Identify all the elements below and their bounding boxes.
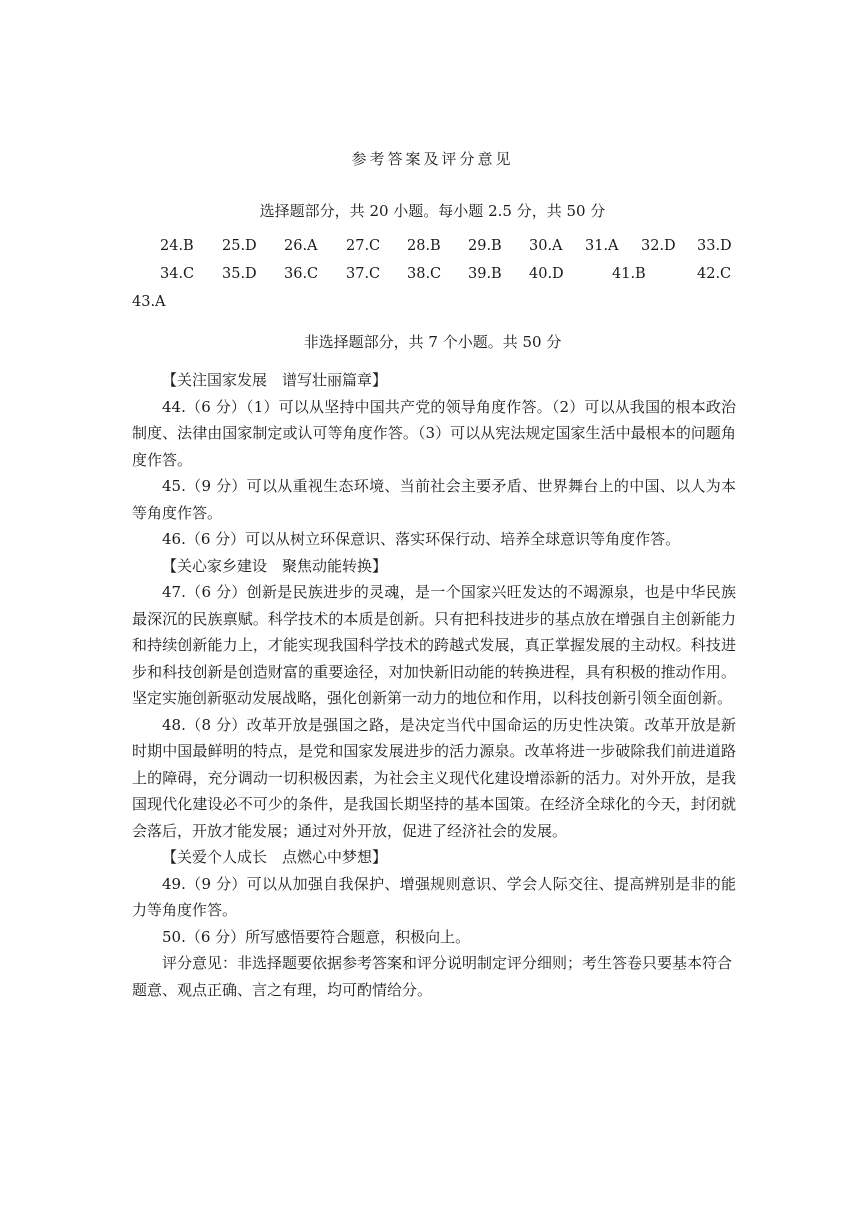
scoring-note-continued: 题意、观点正确、言之有理，均可酌情给分。 — [132, 980, 433, 999]
answer-paragraph: 50.（6 分）所写感悟要符合题意，积极向上。 — [162, 927, 471, 946]
answer-item: 39.B — [468, 266, 502, 282]
theme-heading: 【关心家乡建设 聚焦动能转换】 — [162, 556, 388, 575]
nonchoice-answers — [132, 367, 736, 1003]
answer-item: 27.C — [346, 238, 381, 254]
answer-item: 28.B — [407, 238, 441, 254]
answer-item: 34.C — [160, 266, 195, 282]
answer-item: 41.B — [612, 266, 646, 282]
theme-heading: 【关爱个人成长 点燃心中梦想】 — [162, 848, 388, 866]
answer-paragraph: 44.（6 分）（1）可以从坚持中国共产党的领导角度作答。（2）可以从我国的根本政治制度、法律由国家制定或认可等角度作答。（3）可以从宪法规定国家生活中最根本的问题角度作答。 — [132, 397, 736, 469]
answer-item: 35.D — [222, 266, 257, 282]
theme-heading: 【关注国家发展 谱写壮丽篇章】 — [162, 371, 388, 389]
answer-item: 37.C — [346, 266, 381, 282]
answer-paragraph: 46.（6 分）可以从树立环保意识、落实环保行动、培养全球意识等角度作答。 — [162, 530, 681, 548]
answer-paragraph: 49.（9 分）可以从加强自我保护、增强规则意识、学会人际交往、提高辨别是非的能力等角度作答。 — [132, 874, 736, 919]
answer-item: 38.C — [407, 266, 442, 282]
answer-item: 24.B — [160, 238, 194, 254]
answer-item: 36.C — [284, 266, 319, 282]
answer-item: 33.D — [697, 238, 732, 254]
answer-paragraph: 47.（6 分）创新是民族进步的灵魂，是一个国家兴旺发达的不竭源泉，也是中华民族最深沉的民族禀赋。科学技术的本质是创新。只有把科技进步的基点放在增强自主创新能力和持续创新能力上，才能实现我国科学技术的跨越式发展，真正掌握发展的主动权。科技进步和科技创新是创造财富的重要途径，对加快新旧动能的转换进程，具有积极的推动作用。坚定实施创新驱动发展战略，强化创新第一动力的地位和作用，以科技创新引领全面创新。 — [132, 583, 736, 707]
scoring-note: 评分意见：非选择题要依据参考答案和评分说明制定评分细则；考生答卷只要基本符合 — [162, 954, 733, 972]
answer-item: 30.A — [529, 238, 563, 254]
answer-item: 25.D — [222, 238, 257, 254]
answer-item: 42.C — [697, 266, 732, 282]
choice-section-heading: 选择题部分，共 20 小题。每小题 2.5 分，共 50 分 — [259, 202, 606, 220]
answer-item: 43.A — [132, 294, 166, 310]
answer-item: 29.B — [468, 238, 502, 254]
answer-paragraph: 48.（8 分）改革开放是强国之路，是决定当代中国命运的历史性决策。改革开放是新时期中国最鲜明的特点，是党和国家发展进步的活力源泉。改革将进一步破除我们前进道路上的障碍，充分调动一切积极因素，为社会主义现代化建设增添新的活力。对外开放，是我国现代化建设必不可少的条件，是我国长期坚持的基本国策。在经济全球化的今天，封闭就会落后，开放才能发展；通过对外开放，促进了经济社会的发展。 — [132, 715, 736, 840]
answer-item: 40.D — [529, 266, 564, 282]
nonchoice-section-heading: 非选择题部分，共 7 个小题。共 50 分 — [303, 333, 562, 351]
answer-paragraph: 45.（9 分）可以从重视生态环境、当前社会主要矛盾、世界舞台上的中国、以人为本等角度作答。 — [132, 477, 736, 522]
answer-item: 31.A — [585, 238, 619, 254]
answer-item: 32.D — [641, 238, 676, 254]
answer-item: 26.A — [284, 238, 318, 254]
page-title: 参考答案及评分意见 — [351, 150, 514, 168]
